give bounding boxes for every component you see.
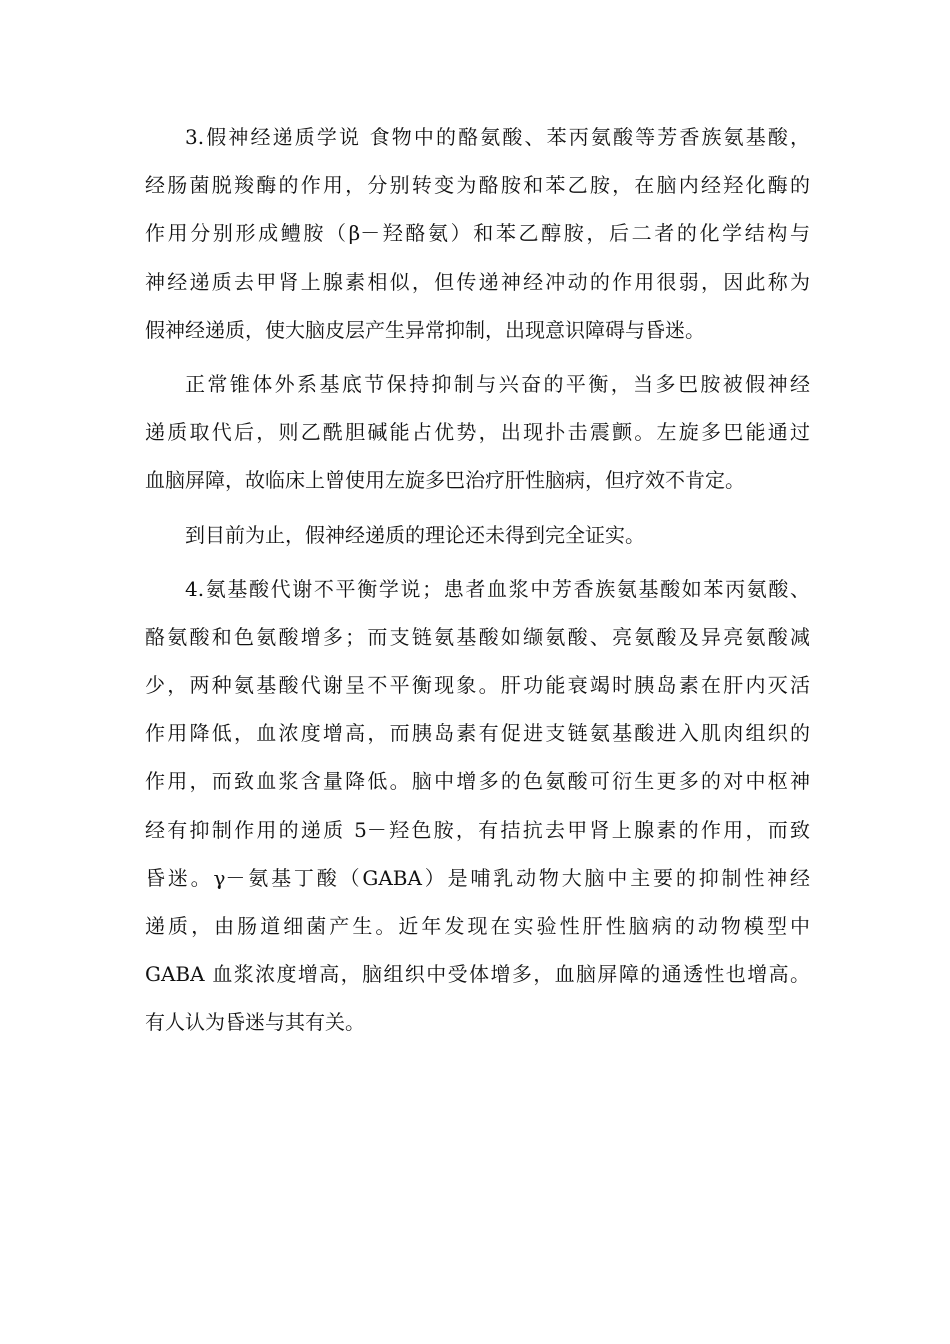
text-line: 4.氨基酸代谢不平衡学说；患者血浆中芳香族氨基酸如苯丙氨酸、 [185, 576, 810, 601]
text-line: 作用分别形成鳢胺（β－羟酪氨）和苯乙醇胺，后二者的化学结构与 [145, 221, 810, 246]
text-line: 作用降低，血浓度增高，而胰岛素有促进支链氨基酸进入肌肉组织的 [145, 721, 810, 746]
text-line: 3.假神经递质学说 食物中的酪氨酸、苯丙氨酸等芳香族氨基酸， [185, 125, 810, 149]
text-line: 递质取代后，则乙酰胆碱能占优势，出现扑击震颤。左旋多巴能通过 [145, 420, 810, 445]
text-line: GABA 血浆浓度增高，脑组织中受体增多，血脑屏障的通透性也增高。 [145, 962, 810, 987]
text-line: 正常锥体外系基底节保持抑制与兴奋的平衡，当多巴胺被假神经 [185, 371, 810, 396]
text-line: 到目前为止，假神经递质的理论还未得到完全证实。 [185, 522, 645, 547]
text-line: 神经递质去甲肾上腺素相似，但传递神经冲动的作用很弱，因此称为 [145, 269, 810, 294]
text-line: 少，两种氨基酸代谢呈不平衡现象。肝功能衰竭时胰岛素在肝内灭活 [145, 673, 810, 698]
text-line: 经肠菌脱羧酶的作用，分别转变为酪胺和苯乙胺，在脑内经羟化酶的 [145, 173, 810, 198]
text-line: 假神经递质，使大脑皮层产生异常抑制，出现意识障碍与昏迷。 [145, 317, 705, 342]
paragraph-extrapyramidal [145, 360, 810, 505]
text-line: 昏迷。γ－氨基丁酸（GABA）是哺乳动物大脑中主要的抑制性神经 [145, 865, 810, 890]
text-line: 有人认为昏迷与其有关。 [145, 1010, 365, 1035]
paragraph-not-confirmed [145, 511, 810, 559]
text-line: 经有抑制作用的递质 5－羟色胺，有拮抗去甲肾上腺素的作用，而致 [145, 817, 810, 842]
text-line: 作用，而致血浆含量降低。脑中增多的色氨酸可衍生更多的对中枢神 [145, 769, 810, 794]
text-line: 血脑屏障，故临床上曾使用左旋多巴治疗肝性脑病，但疗效不肯定。 [145, 468, 745, 493]
paragraph-false-neurotransmitter [145, 113, 810, 354]
paragraph-amino-acid-imbalance [145, 565, 810, 1047]
text-line: 酪氨酸和色氨酸增多；而支链氨基酸如缬氨酸、亮氨酸及异亮氨酸减 [145, 624, 810, 649]
text-line: 递质，由肠道细菌产生。近年发现在实验性肝性脑病的动物模型中 [145, 914, 810, 938]
document-body [145, 113, 810, 1047]
